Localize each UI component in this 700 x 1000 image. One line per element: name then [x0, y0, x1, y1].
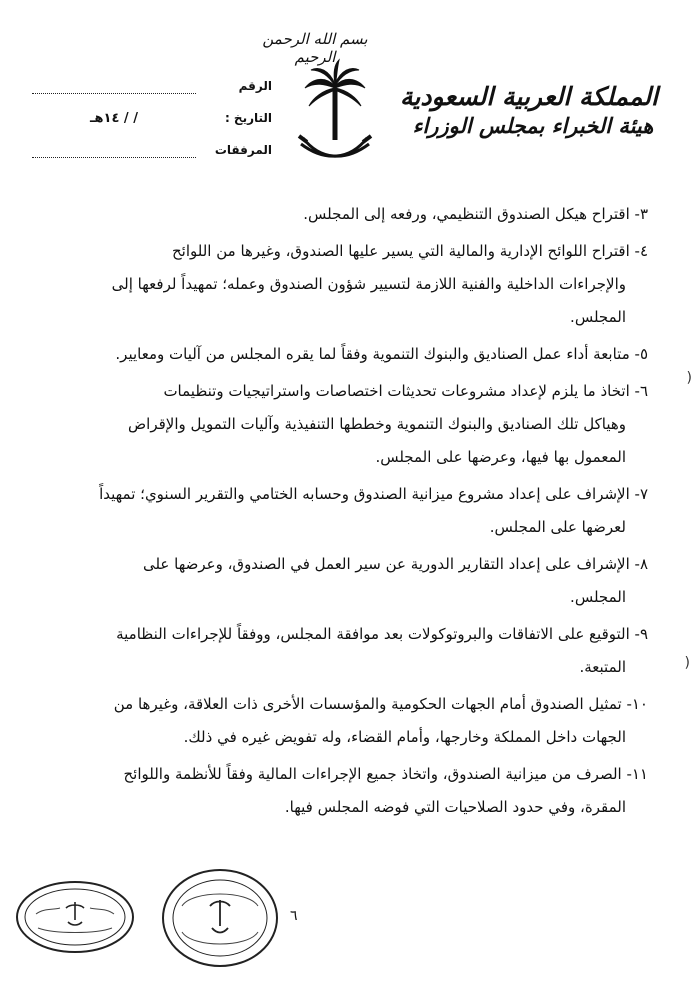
number-label: الرقم [238, 79, 272, 93]
clause-line: المجلس. [570, 308, 626, 326]
clause-line: ٣- اقتراح هيكل الصندوق التنظيمي، ورفعه إلى المجلس. [303, 205, 648, 223]
clause-line: ٨- الإشراف على إعداد التقارير الدورية عن سير العمل في الصندوق، وعرضها على [142, 555, 648, 573]
experts-authority-seal-icon [160, 866, 280, 970]
kingdom-name: المملكة العربية السعودية [399, 82, 658, 111]
margin-mark: ) [686, 370, 692, 386]
page-number: ٦ [290, 908, 298, 924]
clause-item [12, 338, 648, 371]
clause-line: ٥- متابعة أداء عمل الصناديق والبنوك التنموية وفقاً لما يقره المجلس من آليات ومعايير. [115, 345, 648, 363]
clause-line: ١٠- تمثيل الصندوق أمام الجهات الحكومية والمؤسسات الأخرى ذات العلاقة، وغيرها من [113, 695, 648, 713]
date-value: / / ١٤هـ [90, 110, 138, 126]
clause-line: والإجراءات الداخلية والفنية اللازمة لتسيير شؤون الصندوق وعمله؛ تمهيداً لرفعها إلى [111, 275, 626, 293]
letterhead-title [399, 82, 658, 140]
reference-block [32, 70, 272, 166]
clause-item [12, 198, 648, 231]
clause-line: المجلس. [570, 588, 626, 606]
clause-item [12, 478, 648, 544]
authority-name: هيئة الخبراء بمجلس الوزراء [412, 113, 654, 138]
attachments-field [32, 143, 196, 158]
clause-line: ٤- اقتراح اللوائح الإدارية والمالية التي يسير عليها الصندوق، وغيرها من اللوائح [171, 242, 648, 260]
clause-item [12, 688, 648, 754]
clause-line: الجهات داخل المملكة وخارجها، وأمام القضاء، وله تفويض غيره في ذلك. [183, 728, 626, 746]
document-body [12, 198, 648, 828]
clause-item [12, 375, 648, 474]
clause-item [12, 235, 648, 334]
attachments-row [32, 134, 272, 166]
clause-line: المعمول بها فيها، وعرضها على المجلس. [375, 448, 626, 466]
clause-line: ١١- الصرف من ميزانية الصندوق، واتخاذ جميع الإجراءات المالية وفقاً للأنظمة واللوائح [123, 765, 648, 783]
clause-line: ٧- الإشراف على إعداد مشروع ميزانية الصندوق وحسابه الختامي والتقرير السنوي؛ تمهيداً [99, 485, 648, 503]
clause-line: ٩- التوقيع على الاتفاقات والبروتوكولات بعد موافقة المجلس، ووفقاً للإجراءات النظامية [116, 625, 648, 643]
clause-line: المتبعة. [579, 658, 626, 676]
clause-line: لعرضها على المجلس. [489, 518, 626, 536]
date-label: التاريخ : [224, 111, 272, 125]
margin-mark: ) [684, 655, 690, 671]
clause-line: ٦- اتخاذ ما يلزم لإعداد مشروعات تحديثات اختصاصات واستراتيجيات وتنظيمات [163, 382, 648, 400]
official-seal-icon [14, 878, 136, 956]
number-row [32, 70, 272, 102]
clause-line: وهياكل تلك الصناديق والبنوك التنموية وخططها التنفيذية وآليات التمويل والإقراض [128, 415, 626, 433]
number-field [32, 79, 196, 94]
palm-swords-emblem-icon [295, 58, 375, 168]
clause-item [12, 758, 648, 824]
clause-line: المقرة، وفي حدود الصلاحيات التي فوضه المجلس فيها. [284, 798, 626, 816]
date-row [32, 102, 272, 134]
basmala: بسم الله الرحمن الرحيم [262, 30, 368, 66]
clause-item [12, 548, 648, 614]
clause-item [12, 618, 648, 684]
attachments-label: المرفقات [214, 143, 272, 157]
